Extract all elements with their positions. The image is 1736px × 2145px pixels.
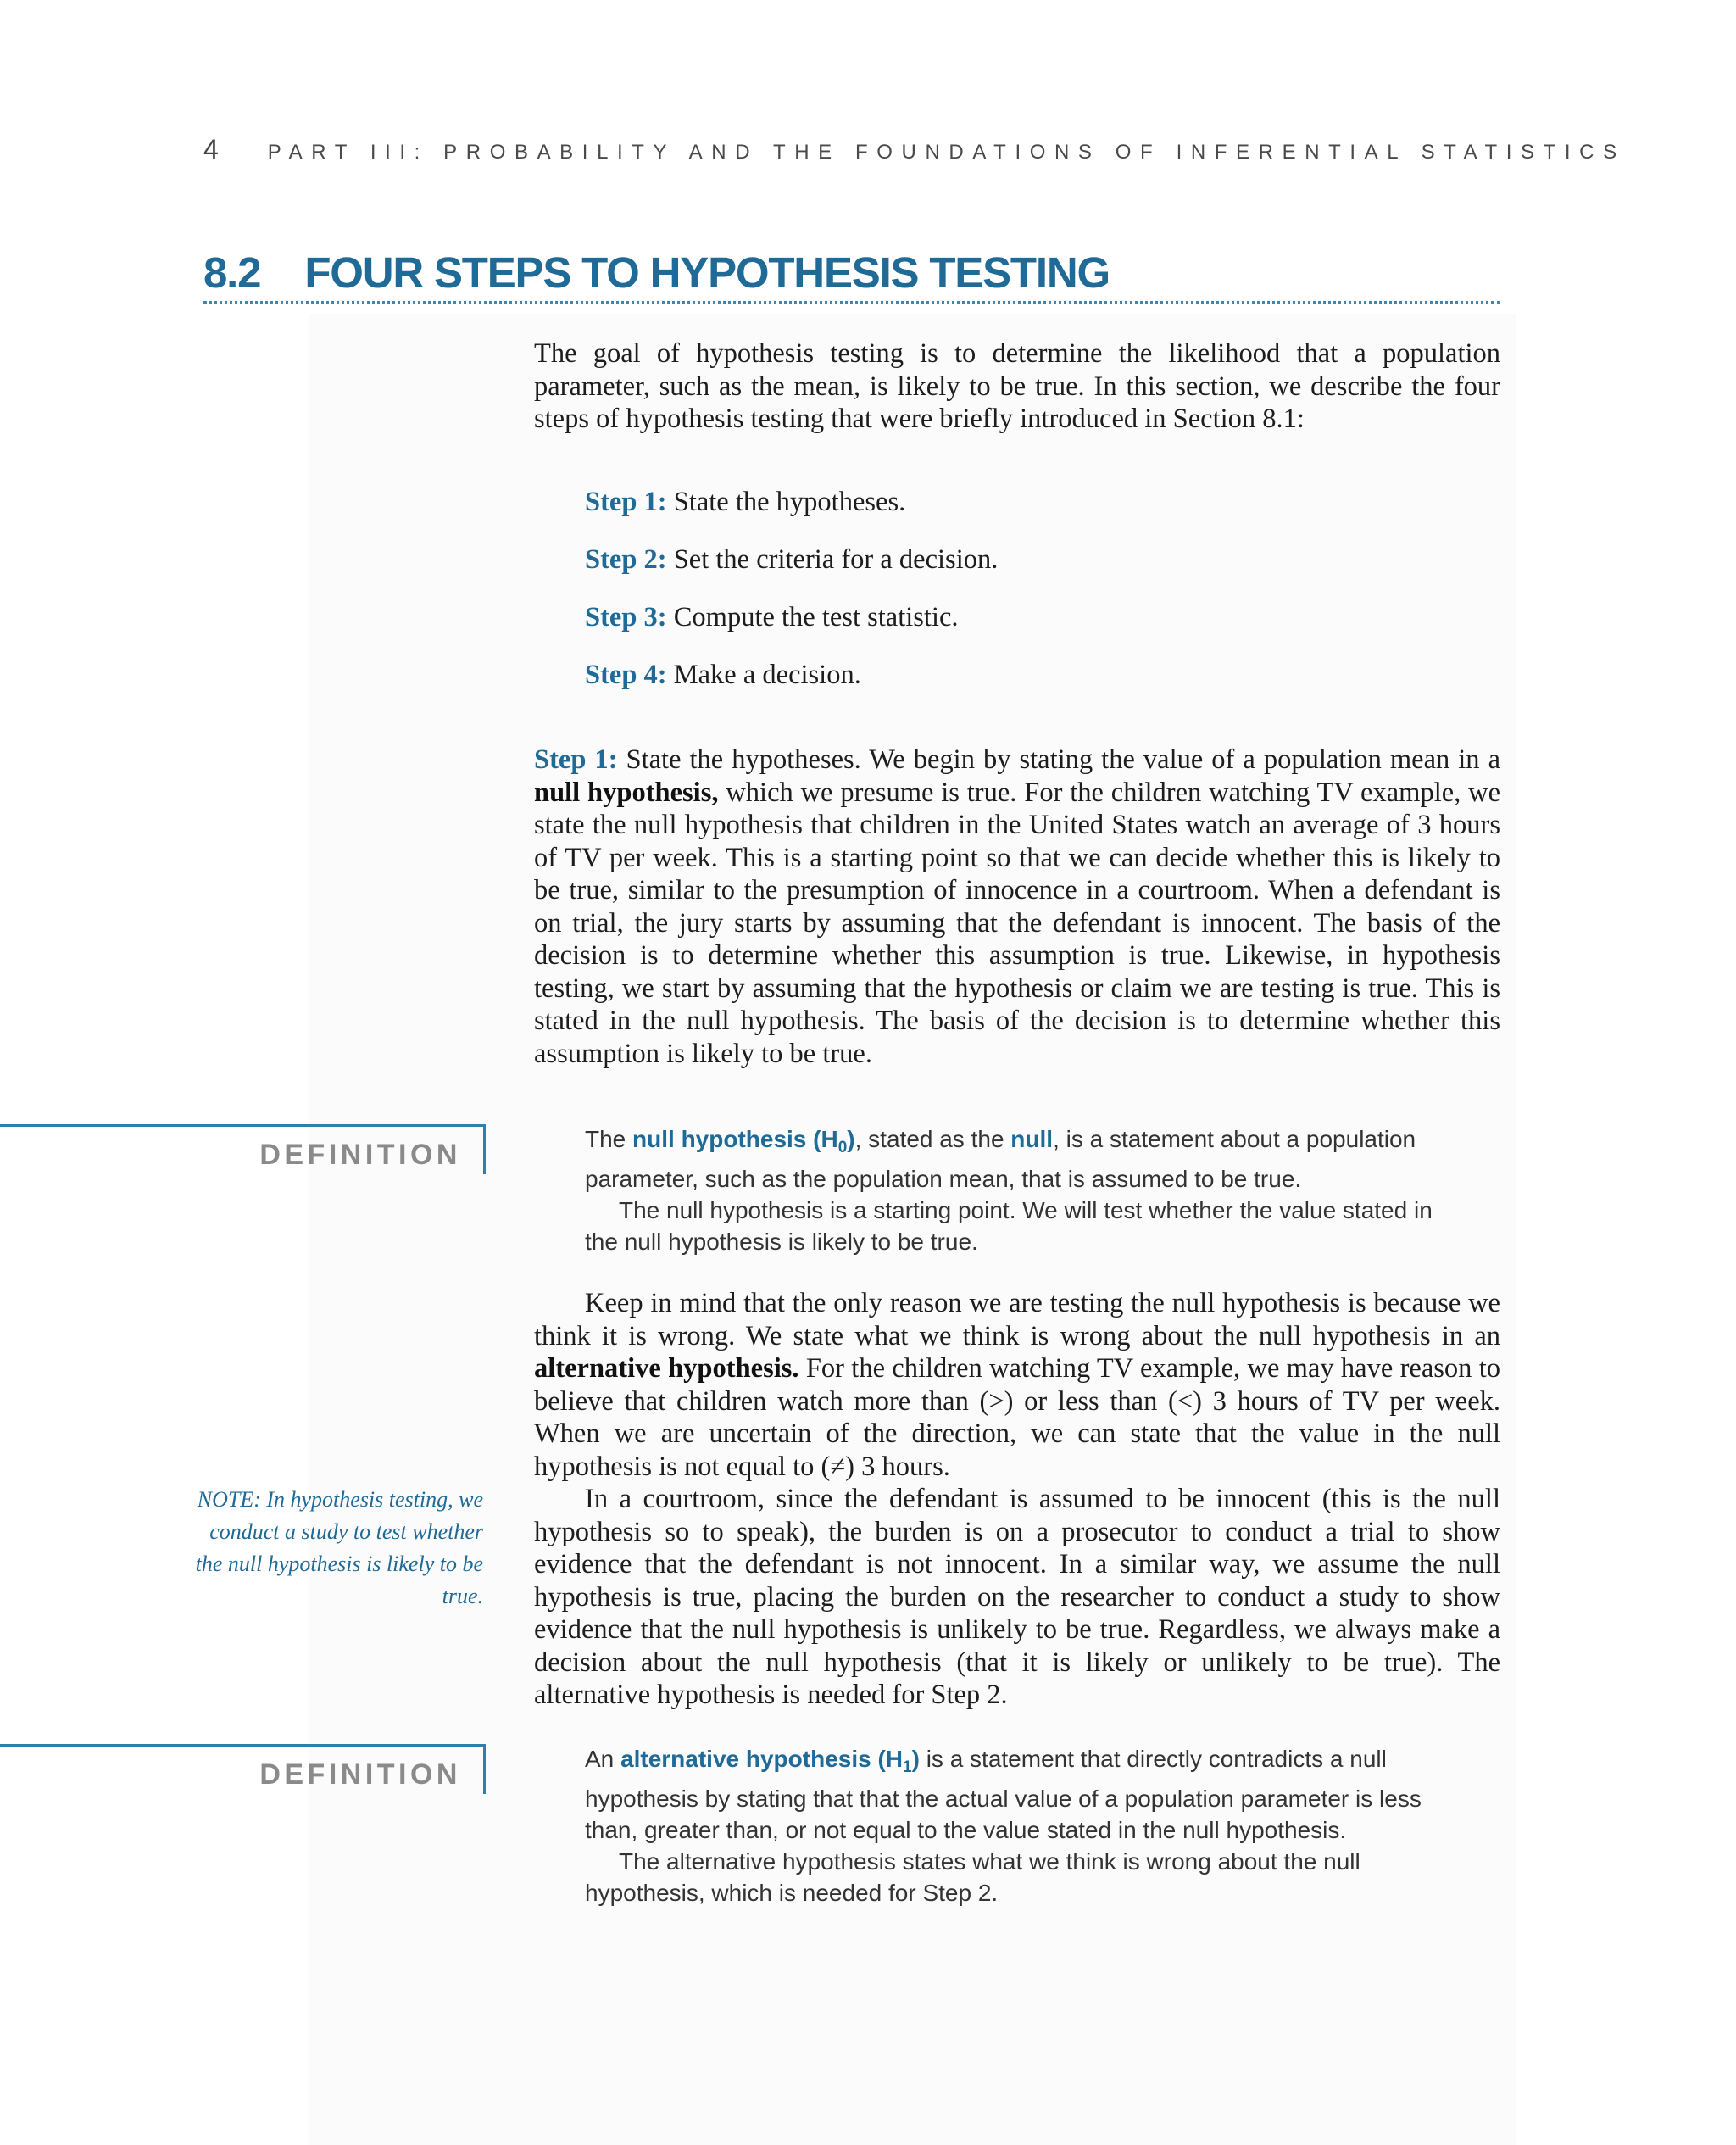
step-item	[585, 543, 1433, 601]
definition-label: DEFINITION	[259, 1139, 461, 1171]
step1-paragraph	[534, 744, 1500, 1070]
definition-text: An	[585, 1746, 621, 1772]
step-item	[585, 486, 1433, 543]
step-label: Step 2:	[585, 544, 667, 575]
margin-note: NOTE: In hypothesis testing, we conduct a study to test whether the null hypothesis is likely to be true.	[195, 1487, 483, 1608]
step1-text-cont: which we presume is true. For the children watching TV example, we state the null hypothesis that children in the United States watch an average of 3 hours of TV per week. This is a starting point so that we can decide whether this is likely to be true, similar to the presumption of innocence in a courtroom. When a defendant is on trial, the jury starts by assuming that the defendant is innocent. The basis of the decision is to determine whether this assumption is true. Likewise, in hypothesis testing, we start by assuming that the hypothesis or claim we are testing is true. This is stated in the null hypothesis. The basis of the decision is to determine whether this assumption is likely to be true.	[534, 777, 1501, 1069]
definition-tab	[0, 1124, 486, 1174]
term-subscript: 1	[903, 1758, 912, 1776]
definition-body	[585, 1743, 1449, 1846]
step-text: Compute the test statistic.	[666, 602, 959, 632]
definition-body	[585, 1123, 1449, 1195]
section-title: FOUR STEPS TO HYPOTHESIS TESTING	[304, 248, 1110, 297]
definition-text: is a statement that directly contradicts a null hypothesis by stating that that the actual value of a population parameter is less than, greater than, or not equal to the value stated in the null hypothesis.	[585, 1746, 1422, 1843]
alternative-hypothesis-term: alternative hypothesis.	[534, 1353, 799, 1384]
term-close: )	[847, 1126, 855, 1152]
definition-tab	[0, 1744, 486, 1794]
paragraph	[534, 1287, 1500, 1483]
paragraph-text: Keep in mind that the only reason we are testing the null hypothesis is because we think it is wrong. We state what we think is wrong about the null hypothesis in an	[534, 1288, 1500, 1351]
steps-list	[585, 486, 1433, 716]
step1-label: Step 1:	[534, 744, 618, 775]
null-hypothesis-term: null hypothesis,	[534, 777, 719, 808]
alternative-hypothesis-definition	[585, 1743, 1449, 1908]
step1-text: State the hypotheses. We begin by stating the value of a population mean in a	[617, 744, 1500, 775]
part-title: PART III: PROBABILITY AND THE FOUNDATIONS OF INFERENTIAL STATISTICS	[267, 141, 1626, 164]
definition-text: , is a statement about a population parameter, such as the population mean, that is assumed to be true.	[585, 1126, 1416, 1192]
term-text: null hypothesis (H	[632, 1126, 838, 1152]
definition-text: , stated as the	[854, 1126, 1011, 1152]
definition-term	[632, 1126, 855, 1156]
step-label: Step 4:	[585, 660, 667, 690]
definition-note: The alternative hypothesis states what we think is wrong about the null hypothesis, which is needed for Step 2.	[585, 1848, 1360, 1906]
definition-term	[620, 1746, 920, 1776]
section-heading	[203, 248, 1500, 298]
step-text: Make a decision.	[666, 660, 861, 690]
term-text: alternative hypothesis (H	[620, 1746, 904, 1772]
definition-label: DEFINITION	[259, 1758, 461, 1791]
step-label: Step 3:	[585, 602, 667, 632]
null-hypothesis-definition	[585, 1123, 1449, 1257]
section-number: 8.2	[203, 248, 261, 297]
intro-paragraph: The goal of hypothesis testing is to determine the likelihood that a population parameter, such as the mean, is likely to be true. In this section, we describe the four steps of hypothesis testing that were briefly introduced in Section 8.1:	[534, 338, 1500, 434]
term-subscript: 0	[837, 1139, 848, 1156]
section-divider	[203, 301, 1500, 304]
alternative-hypothesis-section	[534, 1287, 1500, 1712]
term-close: )	[911, 1746, 920, 1772]
definition-note: The null hypothesis is a starting point. We will test whether the value stated in the null hypothesis is likely to be true.	[585, 1197, 1433, 1255]
step-text: Set the criteria for a decision.	[666, 544, 999, 575]
definition-term: null	[1010, 1126, 1054, 1152]
page-number: 4	[203, 134, 219, 164]
step-text: State the hypotheses.	[666, 487, 906, 517]
running-head	[203, 134, 1626, 168]
step-label: Step 1:	[585, 487, 667, 517]
paragraph: In a courtroom, since the defendant is assumed to be innocent (this is the null hypothesis so to speak), the burden is on a prosecutor to conduct a trial to show evidence that the defendant is not innocent. In a similar way, we assume the null hypothesis is true, placing the burden on the researcher to conduct a study to show evidence that the null hypothesis is unlikely to be true. Regardless, we always make a decision about the null hypothesis (that it is likely or unlikely to be true). The alternative hypothesis is needed for Step 2.	[534, 1484, 1500, 1710]
step-item	[585, 601, 1433, 659]
paragraph-text: For the children watching TV example, we may have reason to believe that children watch more than (>) or less than (<) 3 hours of TV per week. When we are uncertain of the direction, we can state that the value in the null hypothesis is not equal to (≠) 3 hours.	[534, 1353, 1500, 1482]
step-item	[585, 659, 1433, 716]
definition-text: The	[585, 1126, 633, 1152]
